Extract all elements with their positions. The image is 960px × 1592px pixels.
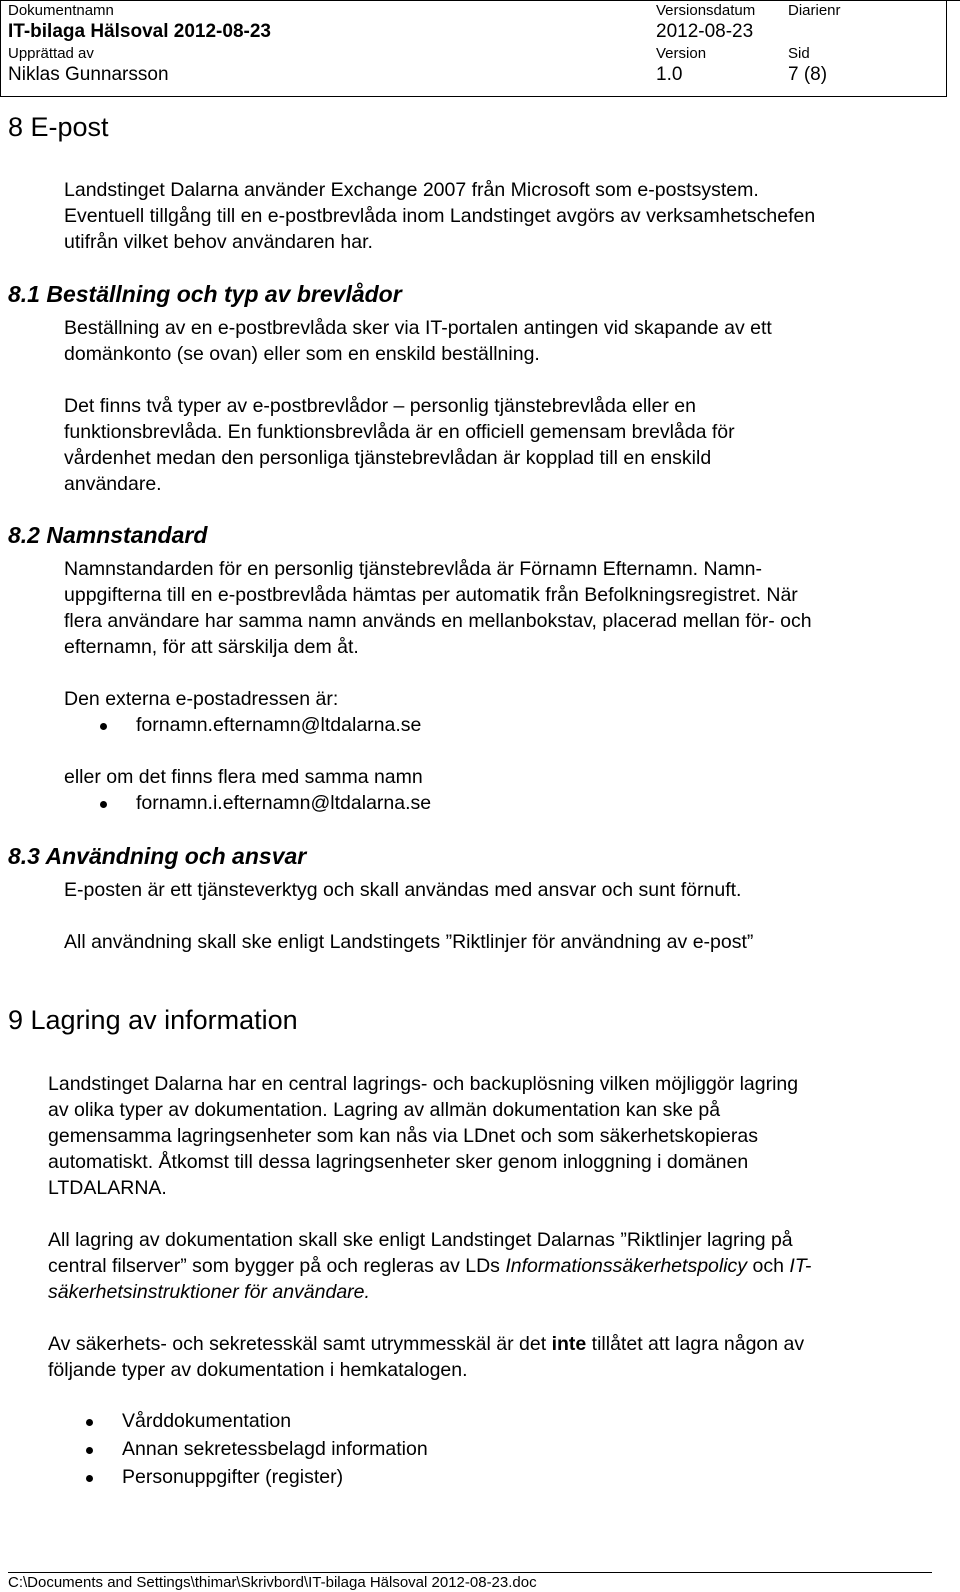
s9-p1-line-3: gemensamma lagringsenheter som kan nås via LDnet och som säkerhetskopieras xyxy=(48,1125,758,1147)
bullet-icon xyxy=(86,1447,93,1454)
s8-1-p2-line-1: Det finns två typer av e-postbrevlådor – personlig tjänstebrevlåda eller en xyxy=(64,395,696,417)
s9-p1-line-4: automatiskt. Åtkomst till dessa lagringsenheter sker genom inloggning i domänen xyxy=(48,1151,749,1173)
s9-p2-line-3 xyxy=(48,1279,370,1305)
s9-p3-line-2: följande typer av dokumentation i hemkatalogen. xyxy=(48,1359,468,1381)
s8-2-p1-line-2: uppgifterna till en e-postbrevlåda hämtas per automatik från Befolkningsregistret. När xyxy=(64,584,798,606)
s8-1-p2-line-3: vårdenhet medan den personliga tjänstebrevlådan är kopplad till en enskild xyxy=(64,447,712,469)
s9-p1-line-2: av olika typer av dokumentation. Lagring av allmän dokumentation kan ske på xyxy=(48,1099,721,1121)
instructions-title-start: IT- xyxy=(789,1255,812,1277)
heading-section-8: 8 E-post xyxy=(8,112,109,142)
s8-3-p1: E-posten är ett tjänsteverktyg och skall användas med ansvar och sunt förnuft. xyxy=(64,879,742,901)
s8-2-p1-line-4: efternamn, för att särskilja dem åt. xyxy=(64,636,359,658)
s9-p2-line-2-pre: central filserver” som bygger på och regleras av LDs xyxy=(48,1255,506,1277)
s9-p3-line-1-post: tillåtet att lagra någon av xyxy=(586,1333,805,1355)
author: Niklas Gunnarsson xyxy=(8,64,169,85)
s8-1-p2-line-2: funktionsbrevlåda. En funktionsbrevlåda är en officiell gemensam brevlåda för xyxy=(64,421,735,443)
s9-p2-line-2-mid: och xyxy=(747,1255,790,1277)
footer-rule xyxy=(8,1572,932,1573)
heading-section-8-1: 8.1 Beställning och typ av brevlådor xyxy=(8,281,402,307)
s9-p3-line-1 xyxy=(48,1331,804,1357)
s8-2-external-label: Den externa e-postadressen är: xyxy=(64,688,339,710)
list-item: Vårddokumentation xyxy=(122,1410,292,1432)
s8-intro-line-3: utifrån vilket behov användaren har. xyxy=(64,231,373,253)
s8-3-p2: All användning skall ske enligt Landstingets ”Riktlinjer för användning av e-post” xyxy=(64,931,754,953)
heading-section-8-2: 8.2 Namnstandard xyxy=(8,522,208,548)
s8-2-p1-line-3: flera användare har samma namn används en mellanbokstav, placerad mellan för- och xyxy=(64,610,812,632)
s9-p1-line-5: LTDALARNA. xyxy=(48,1177,167,1199)
s9-p2-line-1: All lagring av dokumentation skall ske enligt Landstinget Dalarnas ”Riktlinjer lagring på xyxy=(48,1229,793,1251)
doc-name: IT-bilaga Hälsoval 2012-08-23 xyxy=(8,21,271,42)
instructions-title-end: säkerhetsinstruktioner för användare. xyxy=(48,1281,370,1303)
s8-1-p1-line-1: Beställning av en e-postbrevlåda sker via IT-portalen antingen vid skapande av ett xyxy=(64,317,772,339)
s8-1-p1-line-2: domänkonto (se ovan) eller som en enskild beställning. xyxy=(64,343,540,365)
version-label: Version xyxy=(656,45,707,62)
s9-p1-line-1: Landstinget Dalarna har en central lagrings- och backuplösning vilken möjliggör lagring xyxy=(48,1073,799,1095)
header-bottom-rule xyxy=(0,96,947,97)
s8-1-p2-line-4: användare. xyxy=(64,473,162,495)
bullet-icon xyxy=(100,801,107,808)
heading-section-9: 9 Lagring av information xyxy=(8,1005,298,1035)
list-item: Personuppgifter (register) xyxy=(122,1466,344,1488)
s8-intro-line-2: Eventuell tillgång till en e-postbrevlåda inom Landstinget avgörs av verksamhetschefen xyxy=(64,205,816,227)
header-top-rule xyxy=(0,0,960,1)
email-address-2: fornamn.i.efternamn@ltdalarna.se xyxy=(136,792,432,814)
header-right-rule xyxy=(946,0,947,96)
s8-2-or-label: eller om det finns flera med samma namn xyxy=(64,766,423,788)
s9-p3-line-1-pre: Av säkerhets- och sekretesskäl samt utrymmesskäl är det xyxy=(48,1333,552,1355)
heading-section-8-3: 8.3 Användning och ansvar xyxy=(8,843,307,869)
version: 1.0 xyxy=(656,64,683,85)
bullet-icon xyxy=(100,723,107,730)
s9-p3-emphasis: inte xyxy=(551,1333,587,1355)
page-label: Sid xyxy=(788,45,810,62)
bullet-icon xyxy=(86,1475,93,1482)
diarienr-label: Diarienr xyxy=(788,2,841,19)
bullet-icon xyxy=(86,1419,93,1426)
version-date: 2012-08-23 xyxy=(656,21,754,42)
version-date-label: Versionsdatum xyxy=(656,2,756,19)
s9-p2-line-2 xyxy=(48,1253,811,1279)
s8-intro-line-1: Landstinget Dalarna använder Exchange 2007 från Microsoft som e-postsystem. xyxy=(64,179,759,201)
s8-2-p1-line-1: Namnstandarden för en personlig tjänstebrevlåda är Förnamn Efternamn. Namn- xyxy=(64,558,763,580)
author-label: Upprättad av xyxy=(8,45,94,62)
doc-name-label: Dokumentnamn xyxy=(8,2,114,19)
footer-path: C:\Documents and Settings\thimar\Skrivbord\IT-bilaga Hälsoval 2012-08-23.doc xyxy=(8,1574,537,1591)
page-number: 7 (8) xyxy=(788,64,828,85)
list-item: Annan sekretessbelagd information xyxy=(122,1438,428,1460)
policy-title: Informationssäkerhetspolicy xyxy=(505,1255,748,1277)
header-left-rule xyxy=(0,0,1,96)
email-address-1: fornamn.efternamn@ltdalarna.se xyxy=(136,714,422,736)
